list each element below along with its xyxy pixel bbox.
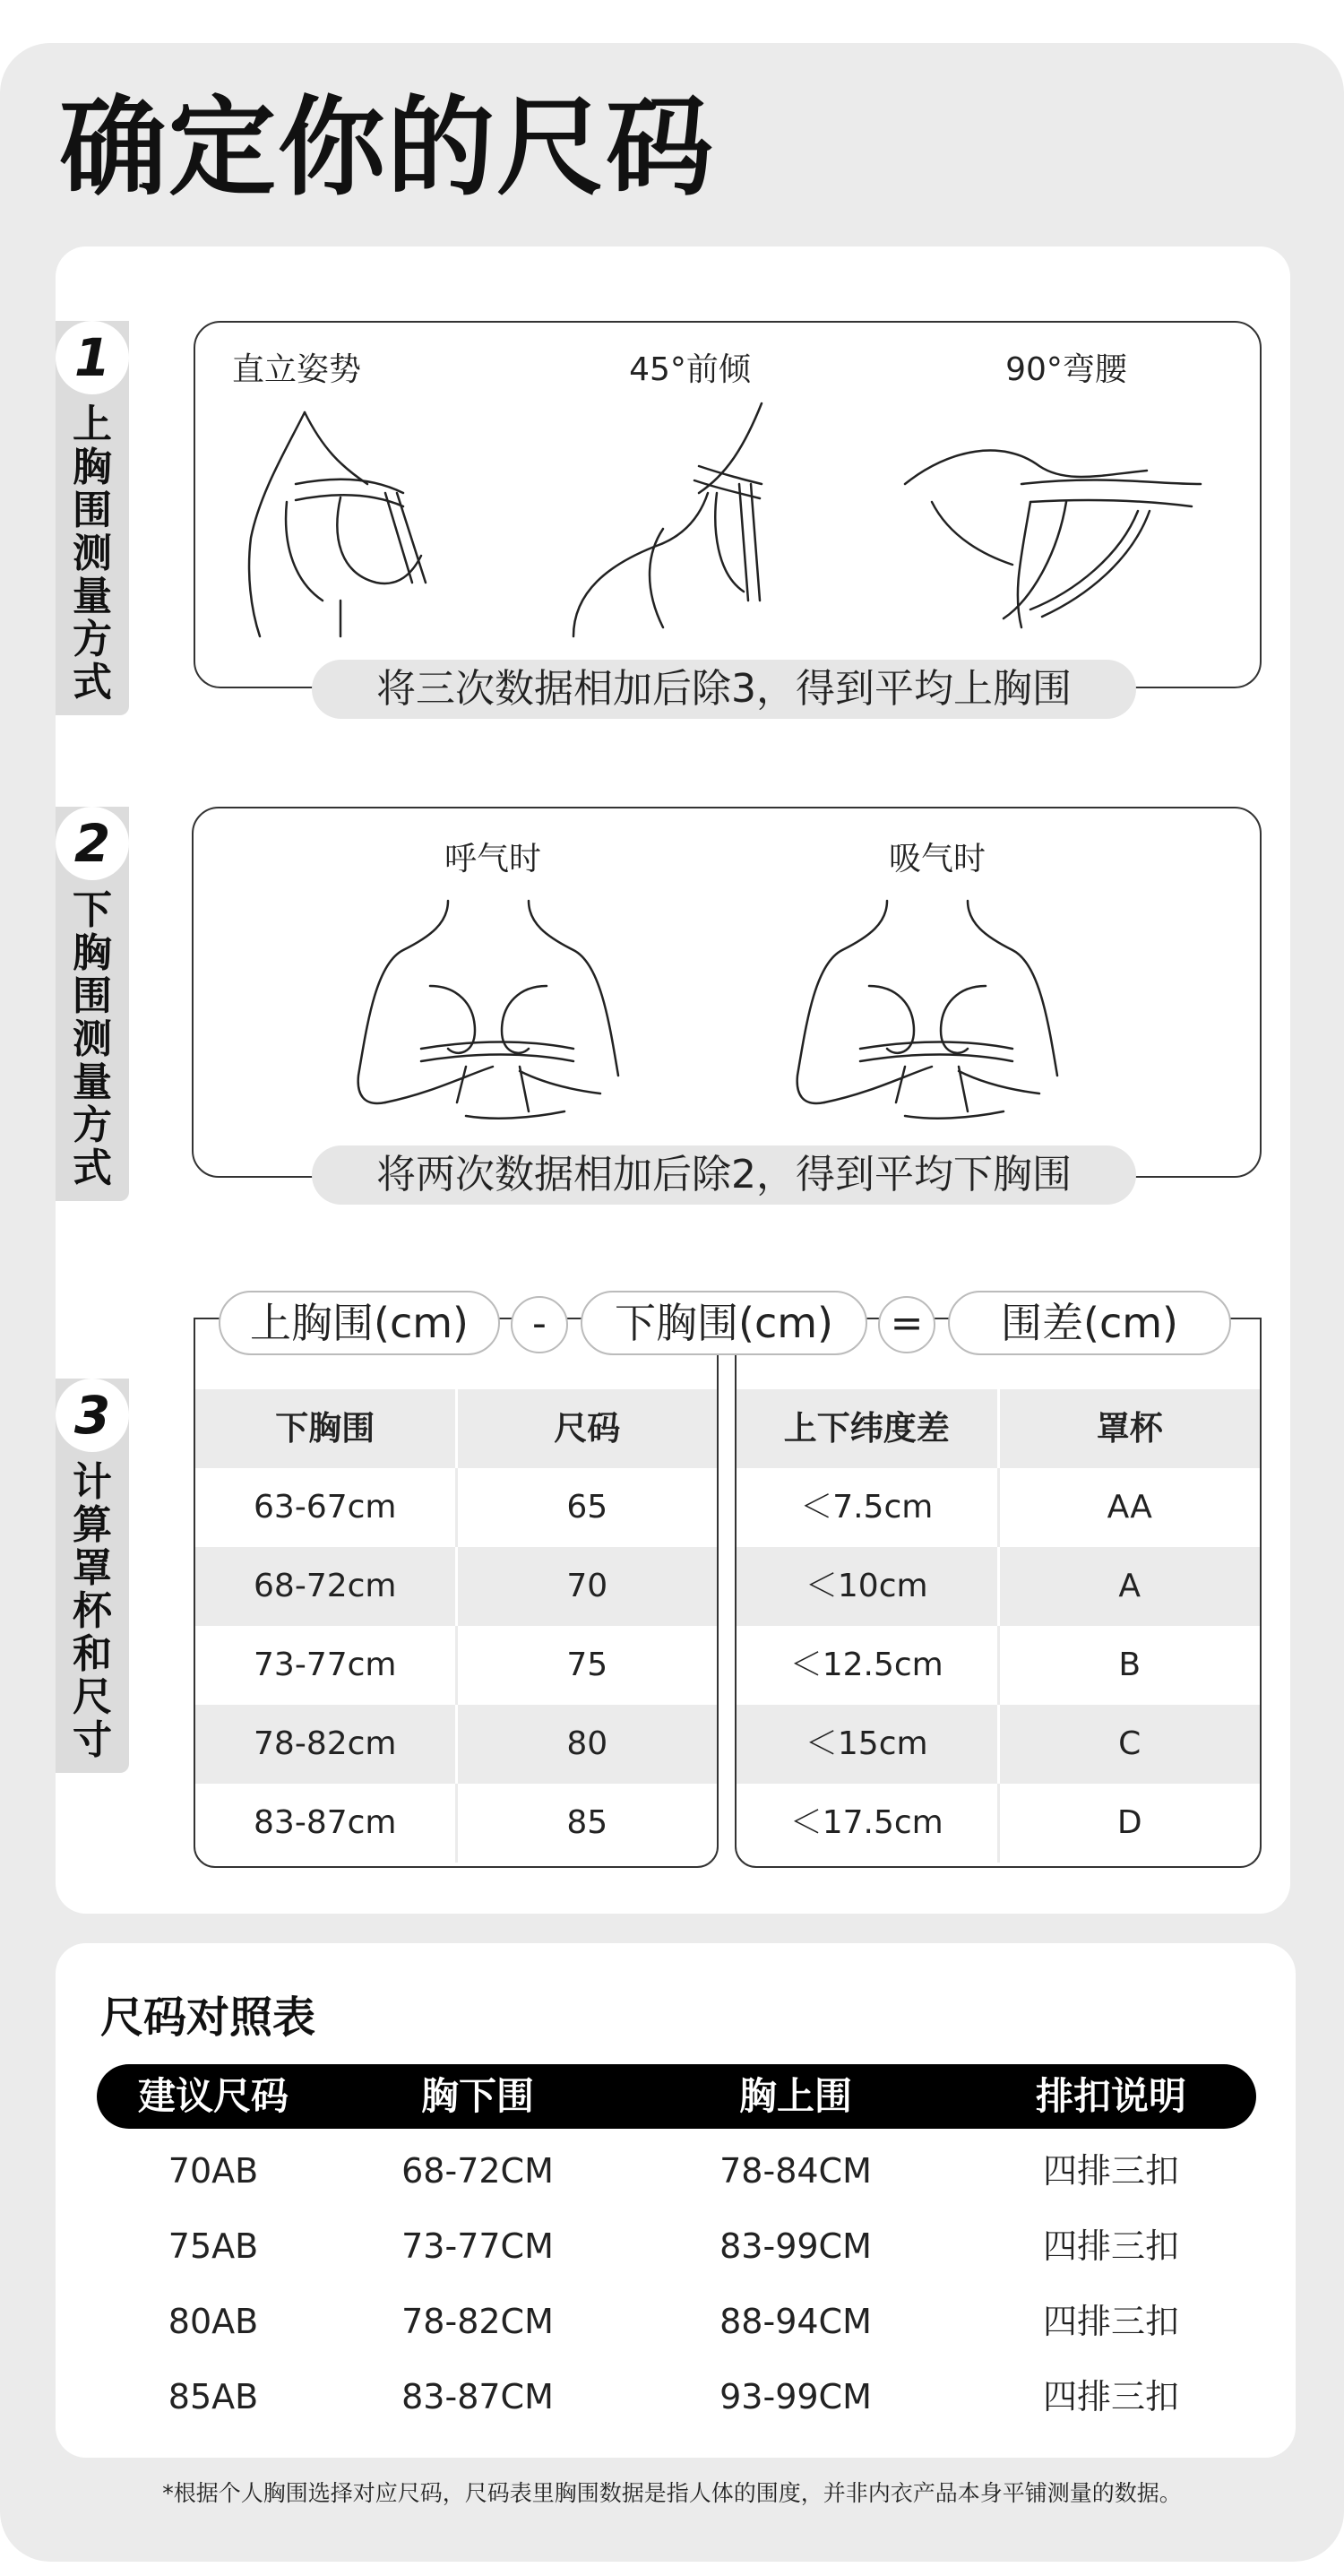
table-cell: AA [1107,1489,1152,1526]
step-3-text: 计算罩杯和尺寸 [73,1459,112,1763]
footnote: *根据个人胸围选择对应尺码，尺码表里胸围数据是指人体的围度，并非内衣产品本身平铺测量的数据。 [162,2480,1182,2506]
caption-inhale: 吸气时 [888,841,986,877]
table-cell: B [1118,1647,1142,1683]
cup-table-header [737,1389,1260,1468]
table-row [195,1784,717,1863]
under-bust-instruction: 将两次数据相加后除2，得到平均下胸围 [312,1145,1136,1205]
table-cell: 83-99CM [719,2226,872,2266]
table-row [97,2284,1256,2359]
table-cell: 78-84CM [719,2151,872,2191]
table-cell: 73-77CM [401,2226,554,2266]
table-cell: ＜7.5cm [737,1468,1000,1547]
table-cell: ＜10cm [737,1547,1000,1626]
step-2-label [56,807,129,1201]
step-2-text: 下胸围测量方式 [73,887,112,1191]
bend-pose-illustration [896,412,1219,654]
table-cell: 73-77cm [195,1626,458,1705]
size-header-size: 尺码 [554,1409,621,1448]
table-cell: 四排三扣 [1042,2151,1179,2191]
table-cell: 78-82CM [401,2302,554,2341]
table-row [195,1705,717,1784]
table-cell: 85AB [168,2377,259,2416]
table-cell: 93-99CM [719,2377,872,2416]
table-row [97,2359,1256,2434]
table-cell: 78-82cm [195,1705,458,1784]
minus-sign: - [511,1296,568,1353]
table-row [97,2133,1256,2209]
table-cell: 75AB [168,2226,259,2266]
reference-title: 尺码对照表 [100,1993,316,2043]
table-cell: D [1116,1804,1142,1841]
step-1-text: 上胸围测量方式 [73,402,112,705]
table-cell: 85 [566,1804,608,1841]
table-row [737,1705,1260,1784]
table-row [737,1626,1260,1705]
table-cell: 70AB [168,2151,259,2191]
page-title: 确定你的尺码 [59,86,715,211]
table-cell: ＜15cm [737,1705,1000,1784]
table-row [195,1626,717,1705]
step-2-number: 2 [56,807,129,880]
formula-under-bust: 下胸围(cm) [581,1291,867,1355]
table-cell: 68-72CM [401,2151,554,2191]
table-row [195,1468,717,1547]
header-upper-bust: 胸上围 [738,2074,852,2118]
table-row [737,1547,1260,1626]
standing-pose-illustration [233,394,448,645]
cup-table [735,1318,1262,1868]
table-cell: C [1118,1725,1142,1762]
table-row [737,1784,1260,1863]
table-cell: ＜17.5cm [737,1784,1000,1863]
table-row [737,1468,1260,1547]
step-3-label [56,1379,129,1773]
table-cell: 83-87CM [401,2377,554,2416]
cup-header-cup: 罩杯 [1096,1409,1163,1448]
table-cell: ＜12.5cm [737,1626,1000,1705]
table-cell: 75 [566,1647,608,1683]
table-row [195,1547,717,1626]
formula-upper-bust: 上胸围(cm) [219,1291,500,1355]
step-3-number: 3 [56,1379,129,1452]
header-hook-info: 排扣说明 [1035,2074,1186,2118]
caption-lean-45: 45°前倾 [629,351,751,388]
table-cell: 83-87cm [195,1784,458,1863]
header-under-bust: 胸下围 [420,2074,534,2118]
table-cell: 80AB [168,2302,259,2341]
caption-standing: 直立姿势 [231,351,361,388]
table-cell: 68-72cm [195,1547,458,1626]
table-cell: 88-94CM [719,2302,872,2341]
inhale-illustration [788,887,1075,1129]
table-cell: 四排三扣 [1042,2302,1179,2341]
table-row [97,2209,1256,2284]
exhale-illustration [349,887,636,1129]
equals-sign: = [878,1296,935,1353]
lean-pose-illustration [556,394,788,645]
reference-header [97,2064,1256,2129]
table-cell: A [1118,1568,1142,1604]
table-cell: 四排三扣 [1042,2377,1179,2416]
caption-exhale: 呼气时 [444,841,541,877]
caption-bend-90: 90°弯腰 [1005,351,1127,388]
table-cell: 63-67cm [195,1468,458,1547]
size-table [194,1318,719,1868]
formula-difference: 围差(cm) [948,1291,1231,1355]
size-header-underbust: 下胸围 [195,1389,458,1468]
table-cell: 80 [566,1725,608,1762]
size-table-header [195,1389,717,1468]
header-suggested-size: 建议尺码 [137,2074,289,2118]
table-cell: 70 [566,1568,608,1604]
step-1-label [56,321,129,715]
step-1-number: 1 [56,321,129,394]
cup-header-difference: 上下纬度差 [737,1389,1000,1468]
table-cell: 65 [566,1489,608,1526]
table-cell: 四排三扣 [1042,2226,1179,2266]
upper-bust-instruction: 将三次数据相加后除3，得到平均上胸围 [312,660,1136,719]
